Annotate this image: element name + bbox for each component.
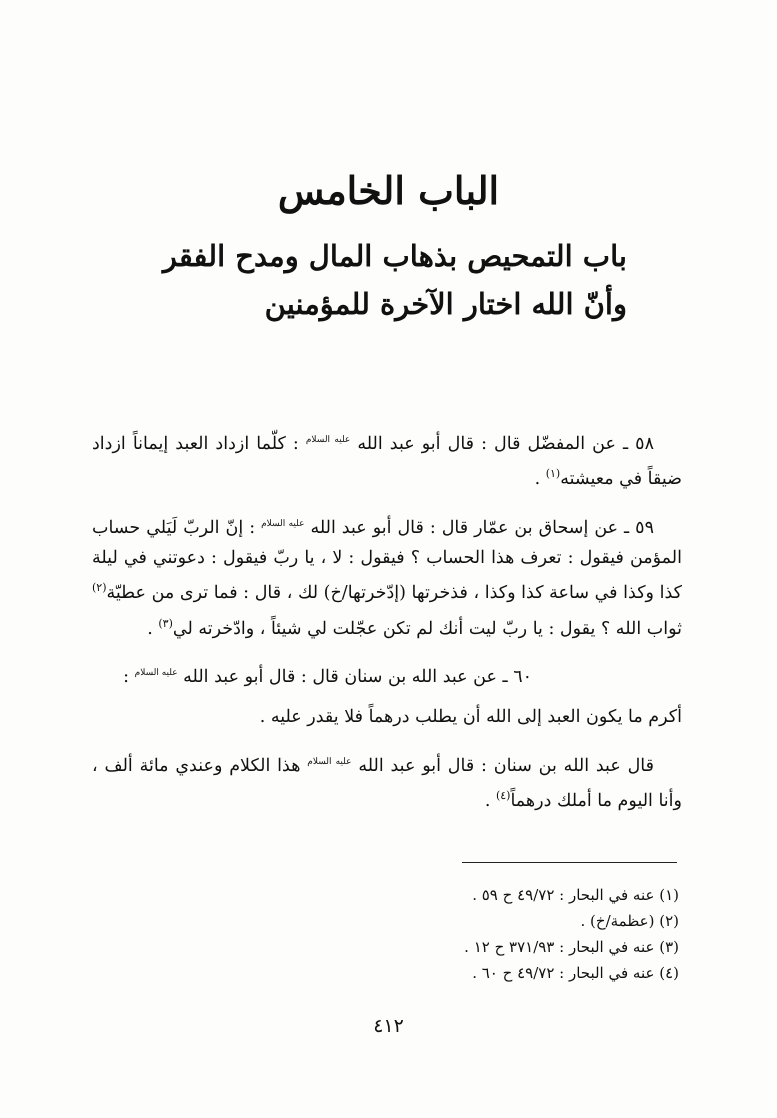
footnote-ref: (٣) [158,616,173,630]
p60-intro: ٦٠ ـ عن عبد الله بن سنان قال : قال أبو عبد الله [183,666,532,687]
footnote-divider [462,862,677,863]
footnote-ref: (٤) [495,789,511,803]
body-text [92,425,682,831]
p60-intro-end: : [123,666,135,687]
paragraph-60-saying: أكرم ما يكون العبد إلى الله أن يطلب درهماً فلا يقدر عليه . [259,707,682,728]
footnote-item: (٤) عنه في البحار : ٤٩/٧٢ ح ٦٠ . [472,964,679,982]
footnote-item: (١) عنه في البحار : ٤٩/٧٢ ح ٥٩ . [472,886,679,904]
paragraph-58 [92,425,682,495]
main-title-line-1: باب التمحيص بذهاب المال ومدح الفقر [162,239,627,273]
main-title-line-2: وأنّ الله اختار الآخرة للمؤمنين [264,287,627,321]
honorific-mark: عليه السلام [305,435,351,445]
p60-end: . [484,791,496,812]
p58-text-2: : كلّما ازداد العبد إيماناً ازداد ضيقاً في معيشته [92,433,682,490]
honorific-mark: عليه السلام [307,756,352,767]
page-number: ٤١٢ [373,1015,404,1037]
footnote-item: (٢) (عظمة/خ) . [580,912,679,930]
p59-text-2: : إنّ الربّ لَيَلي حساب المؤمن فيقول : تعرف هذا الحساب ؟ فيقول : لا ، يا ربّ فيقول : دعوتني في ليلة كذا وكذا في ساعة كذا وكذا ، فذخرتها (إدّخرتها/خ) لك ، قال : فما ترى من عطيّة [92,517,682,604]
p60-line3: قال عبد الله بن سنان : قال أبو عبد الله [358,755,654,776]
p59-end: . [147,618,159,639]
footnotes-list [89,882,679,986]
honorific-mark: عليه السلام [134,668,178,679]
footnote-ref: (١) [545,467,561,481]
p59-text-3: ثواب الله ؟ يقول : يا ربّ ليت أنك لم تكن عجّلت لي شيئاً ، وادّخرته لي [172,618,682,639]
honorific-mark: عليه السلام [261,518,305,529]
p58-end: . [534,469,546,490]
p59-text: ٥٩ ـ عن إسحاق بن عمّار قال : قال أبو عبد الله [310,517,654,538]
footnote-item: (٣) عنه في البحار : ٣٧١/٩٣ ح ١٢ . [464,938,679,956]
footnote-ref: (٢) [92,581,107,595]
chapter-title: الباب الخامس [277,168,500,213]
p58-text: ٥٨ ـ عن المفضّل قال : قال أبو عبد الله [357,433,654,454]
paragraph-59 [92,509,682,644]
p60-line3b: هذا الكلام وعندي مائة ألف ، وأنا اليوم ما أملك درهماً [92,755,682,812]
paragraph-60-comment [92,747,682,817]
main-title [147,232,627,328]
paragraph-60-intro [92,658,682,692]
